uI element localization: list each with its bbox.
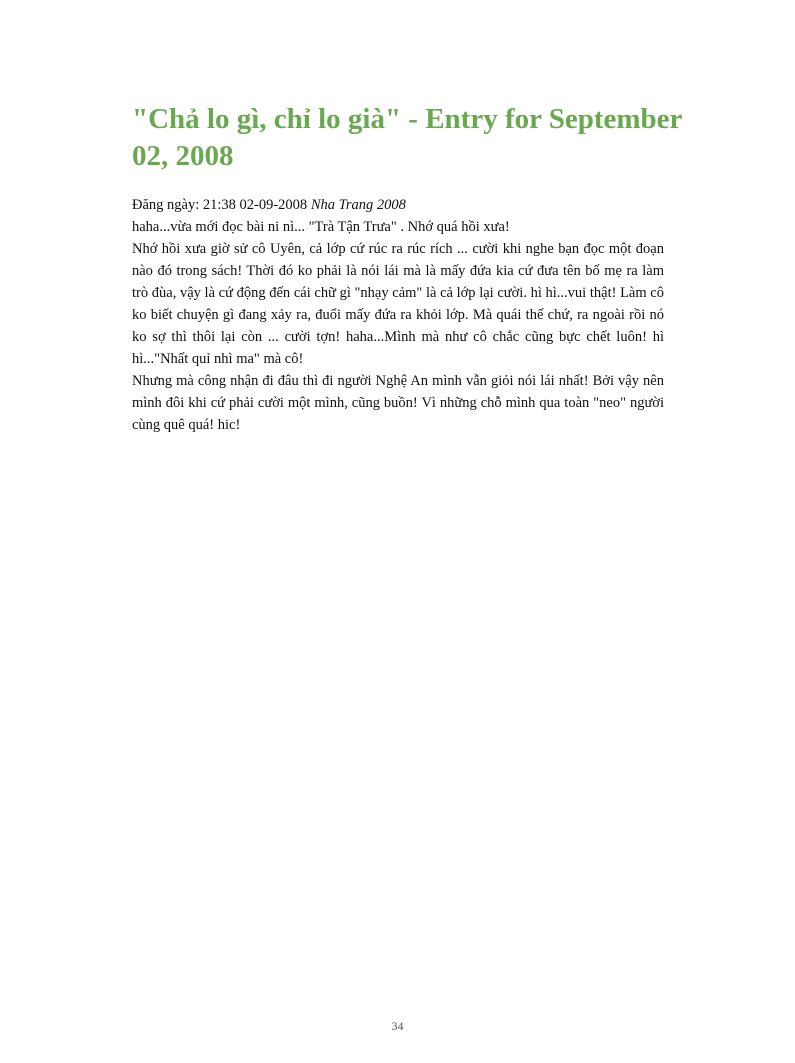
post-place: Nha Trang 2008 bbox=[310, 197, 406, 213]
entry-meta bbox=[132, 194, 664, 216]
paragraph-2: Nhớ hồi xưa giờ sử cô Uyên, cả lớp cứ rúc ra rúc rích ... cười khi nghe bạn đọc một đoạn nào đó trong sách! Thời đó ko phải là nói lái mà là mấy đứa kia cứ đưa tên bố mẹ ra làm trò đùa, vậy là cứ động đến cái chữ gì "nhạy cảm" là cả lớp lại cười. hì hì...vui thật! Làm cô ko biết chuyện gì đang xảy ra, đuổi mấy đứa ra khỏi lớp. Mà quái thế chứ, ra ngoài rồi nó ko sợ thì thôi lại còn ... cười tợn! haha...Mình mà như cô chắc cũng bực chết luôn! hì hì..."Nhất quỉ nhì ma" mà cô! bbox=[132, 241, 664, 367]
paragraph-1: haha...vừa mới đọc bài ni nì... "Trà Tận Trưa" . Nhớ quá hồi xưa! bbox=[132, 219, 510, 235]
entry-body bbox=[132, 194, 664, 436]
entry-title: "Chả lo gì, chỉ lo già" - Entry for September 02, 2008 bbox=[132, 103, 682, 172]
page-number: 34 bbox=[391, 1019, 404, 1033]
post-date: Đăng ngày: 21:38 02-09-2008 bbox=[132, 197, 308, 213]
paragraph-3: Nhưng mà công nhận đi đâu thì đi người Nghệ An mình vẫn giỏi nói lái nhất! Bởi vậy nên mình đôi khi cứ phải cười một mình, cũng buồn! Vì những chỗ mình qua toàn "neo" người cùng quê quá! hic! bbox=[132, 373, 664, 433]
